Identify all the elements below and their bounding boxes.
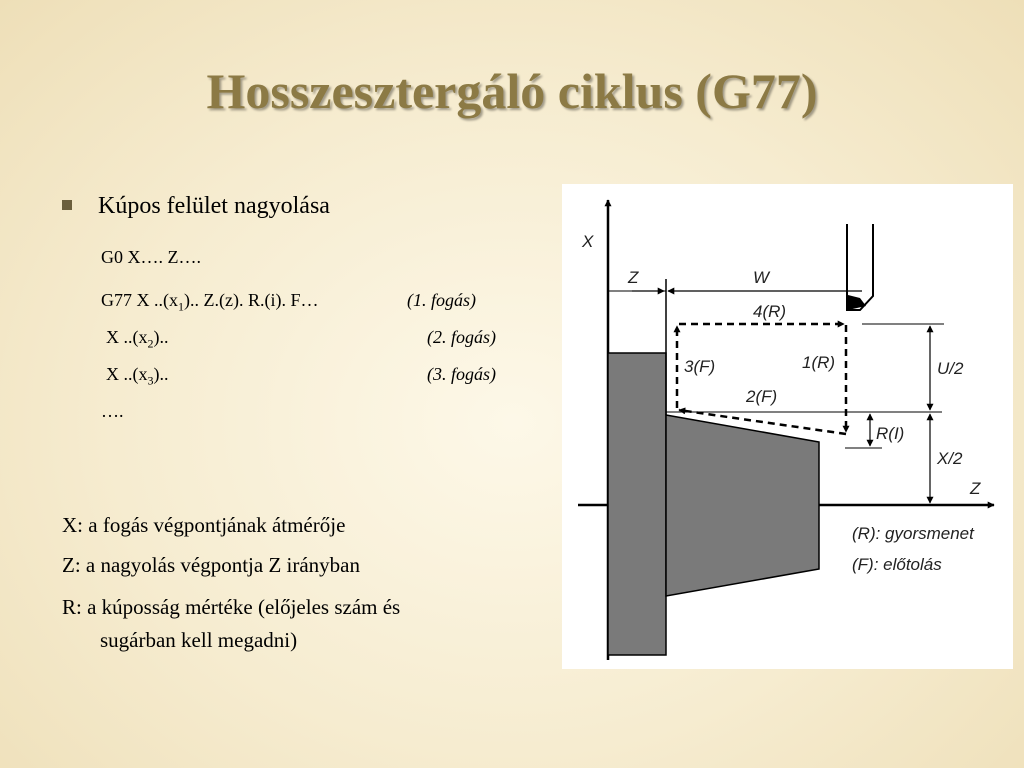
bullet-text: Kúpos felület nagyolása <box>98 193 330 219</box>
workpiece-chuck <box>608 353 666 655</box>
definition-r: R: a kúposság mértéke (előjeles szám és <box>62 595 401 619</box>
code-g77-sub: 1 <box>178 299 184 314</box>
code-x2-line <box>106 327 169 352</box>
definition-r-continued: sugárban kell megadni) <box>100 628 298 652</box>
code-x3-prefix: X ..(x <box>106 364 148 384</box>
move-2f-label: 2(F) <box>746 387 778 406</box>
code-g77-note: (1. fogás) <box>407 290 476 310</box>
move-4r-label: 4(R) <box>753 302 787 321</box>
dim-w-label: W <box>753 268 770 287</box>
code-x3-sub: 3 <box>147 373 154 388</box>
legend-feed: (F): előtolás <box>852 555 942 574</box>
code-x2-suffix: ).. <box>153 327 169 347</box>
code-g77-prefix: G77 X ..(x <box>101 290 178 310</box>
g77-diagram <box>562 184 1013 669</box>
move-1r-label: 1(R) <box>802 353 836 372</box>
code-g77-line <box>101 290 318 315</box>
move-3f-label: 3(F) <box>684 357 716 376</box>
code-g77-suffix: ).. Z.(z). R.(i). F… <box>184 290 319 310</box>
diagram-panel <box>562 184 1013 669</box>
code-x2-sub: 2 <box>147 336 154 351</box>
code-x3-suffix: ).. <box>153 364 169 384</box>
code-ellipsis: …. <box>101 401 124 421</box>
definition-x: X: a fogás végpontjának átmérője <box>62 513 346 537</box>
dim-z-label: Z <box>628 268 639 287</box>
definition-z: Z: a nagyolás végpontja Z irányban <box>62 553 360 577</box>
code-x3-note: (3. fogás) <box>427 364 496 384</box>
code-x2-note: (2. fogás) <box>427 327 496 347</box>
code-x3-line <box>106 364 169 389</box>
dim-x2-label: X/2 <box>937 449 963 468</box>
bullet-square-icon <box>62 200 72 210</box>
axis-z-label: Z <box>970 479 981 498</box>
dim-u2-label: U/2 <box>937 359 964 378</box>
dim-ri-label: R(I) <box>876 424 905 443</box>
legend-rapid: (R): gyorsmenet <box>852 524 974 543</box>
code-x2-prefix: X ..(x <box>106 327 148 347</box>
axis-x-label: X <box>582 232 594 251</box>
slide-title: Hosszesztergáló ciklus (G77) <box>206 63 818 119</box>
bullet-item <box>62 193 330 220</box>
workpiece-taper-part <box>666 415 819 596</box>
code-g0-line: G0 X…. Z…. <box>101 247 201 267</box>
